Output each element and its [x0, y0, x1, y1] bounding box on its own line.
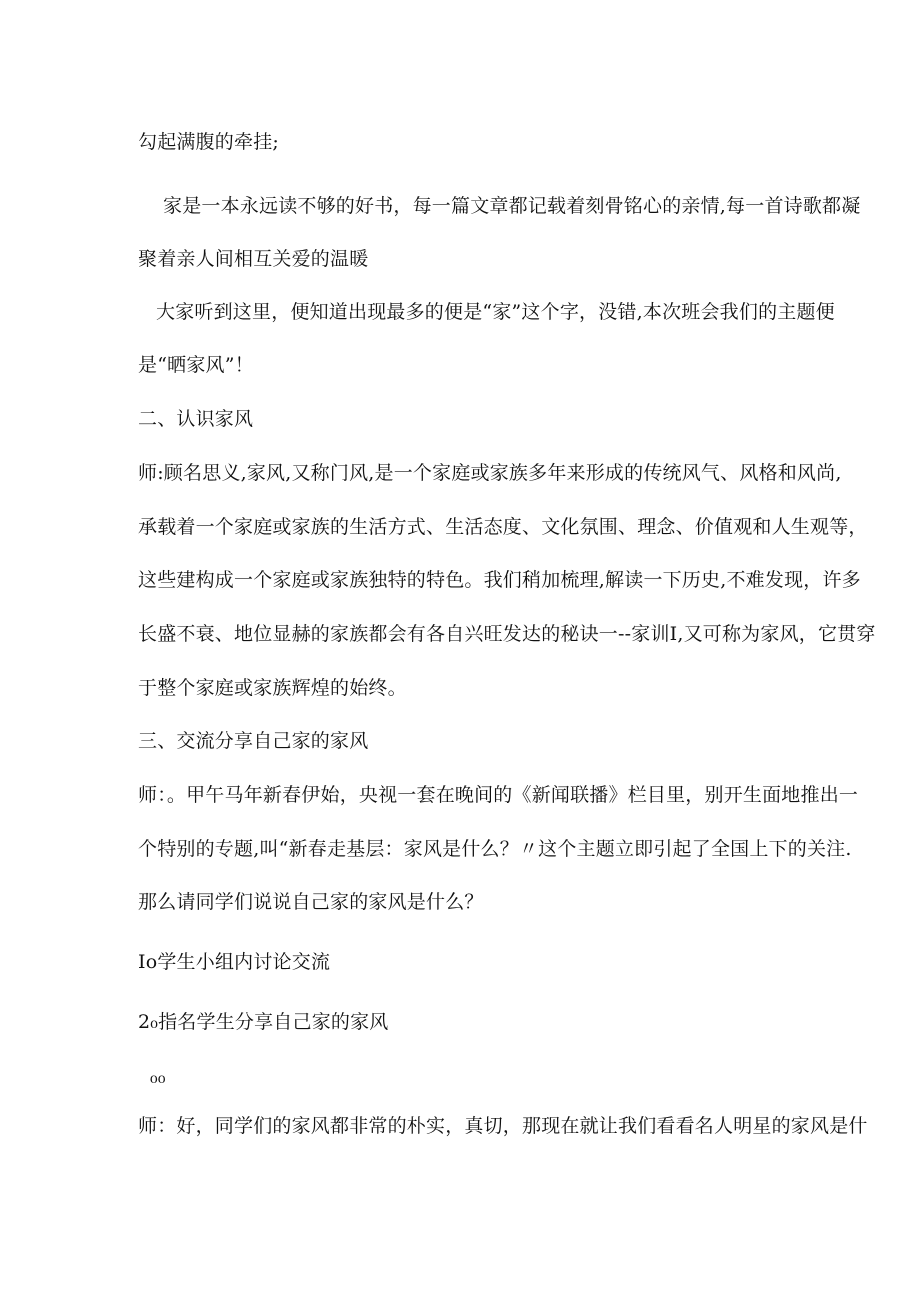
section-heading-2: 二、认识家风 — [138, 408, 254, 430]
text-line-14: 个特别的专题,叫“新春走基层：家风是什么？〃这个主题立即引起了全国上下的关注. — [138, 838, 852, 860]
ellipsis-mark: ₀₀ — [150, 1066, 166, 1088]
list-item-2: 2₀指名学生分享自己家的家风 — [138, 1011, 389, 1033]
list-item-1: Io学生小组内讨论交流 — [138, 951, 331, 973]
text-line-2: 家是一本永远读不够的好书，每一篇文章都记载着刻骨铭心的亲情,每一首诗歌都凝 — [163, 195, 861, 217]
text-line-7: 师:顾名思义,家风,又称门风,是一个家庭或家族多年来形成的传统风气、风格和风尚, — [138, 462, 842, 484]
section-heading-3: 三、交流分享自己家的家风 — [138, 730, 369, 752]
text-line-1: 勾起满腹的牵挂; — [138, 131, 280, 153]
text-line-10: 长盛不衰、地位显赫的家族都会有各自兴旺发达的秘诀一--家训I,又可称为家风，它贯穿 — [138, 623, 876, 645]
text-line-8: 承载着一个家庭或家族的生活方式、生活态度、文化氛围、理念、价值观和人生观等， — [138, 516, 868, 538]
text-line-19: 师：好，同学们的家风都非常的朴实，真切，那现在就让我们看看名人明星的家风是什 — [138, 1115, 868, 1137]
text-line-5: 是“晒家风”！ — [138, 354, 254, 376]
text-line-9: 这些建构成一个家庭或家族独特的特色。我们稍加梳理,解读一下历史,不难发现，许多 — [138, 569, 861, 591]
text-line-3: 聚着亲人间相互关爱的温暖 — [138, 248, 369, 270]
text-line-13: 师：。甲午马年新春伊始，央视一套在晚间的《新闻联播》栏目里，别开生面地推出一 — [138, 784, 859, 806]
text-line-11: 于整个家庭或家族辉煌的始终。 — [138, 677, 407, 699]
text-line-15: 那么请同学们说说自己家的家风是什么？ — [138, 891, 484, 913]
text-line-4: 大家听到这里，便知道出现最多的便是“家”这个字，没错,本次班会我们的主题便 — [156, 301, 835, 323]
